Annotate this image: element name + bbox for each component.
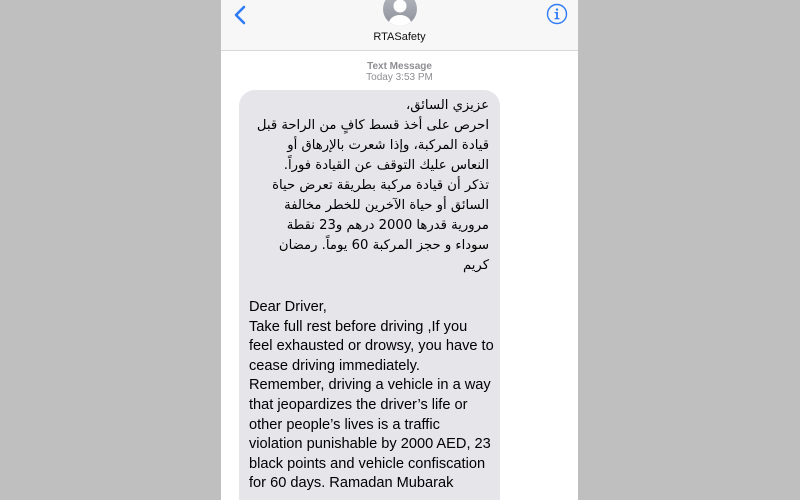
person-silhouette-icon [383, 0, 417, 26]
chevron-left-icon [234, 5, 246, 25]
conversation-header [221, 0, 578, 51]
message-text-english: Dear Driver, Take full rest before driving ,If you feel exhausted or drowsy, you have to cease driving immediately. Remember, driving a vehicle in a way that jeopardizes the driver’s life or other people’s lives is a traffic violation punishable by 2000 AED, 23 black points and vehicle confiscation for 60 days. Ramadan Mubarak [249, 299, 494, 492]
message-bubble[interactable] [239, 90, 500, 500]
contact-name[interactable]: RTASafety [373, 31, 426, 43]
message-time: Today 3:53 PM [366, 72, 433, 83]
message-text-arabic: عزيزي السائق، احرص على أخذ قسط كافٍ من الراحة قبل قيادة المركبة، وإذا شعرت بالإرهاق أو النعاس عليك التوقف عن القيادة فوراً. تذكر أن قيادة مركبة بطريقة تعرض حياة السائق أو حياة الآخرين للخطر مخالفة مرورية قدرها 2000 درهم و23 نقطة سوداء و حجز المركبة 60 يوماً. رمضان كريم [256, 98, 489, 273]
message-timestamp [221, 61, 578, 83]
back-button[interactable] [229, 2, 251, 28]
message-screen [221, 0, 578, 500]
info-circle-icon [546, 3, 568, 25]
contact-avatar[interactable] [383, 0, 417, 26]
info-button[interactable] [546, 3, 568, 25]
message-type-label: Text Message [367, 61, 432, 72]
